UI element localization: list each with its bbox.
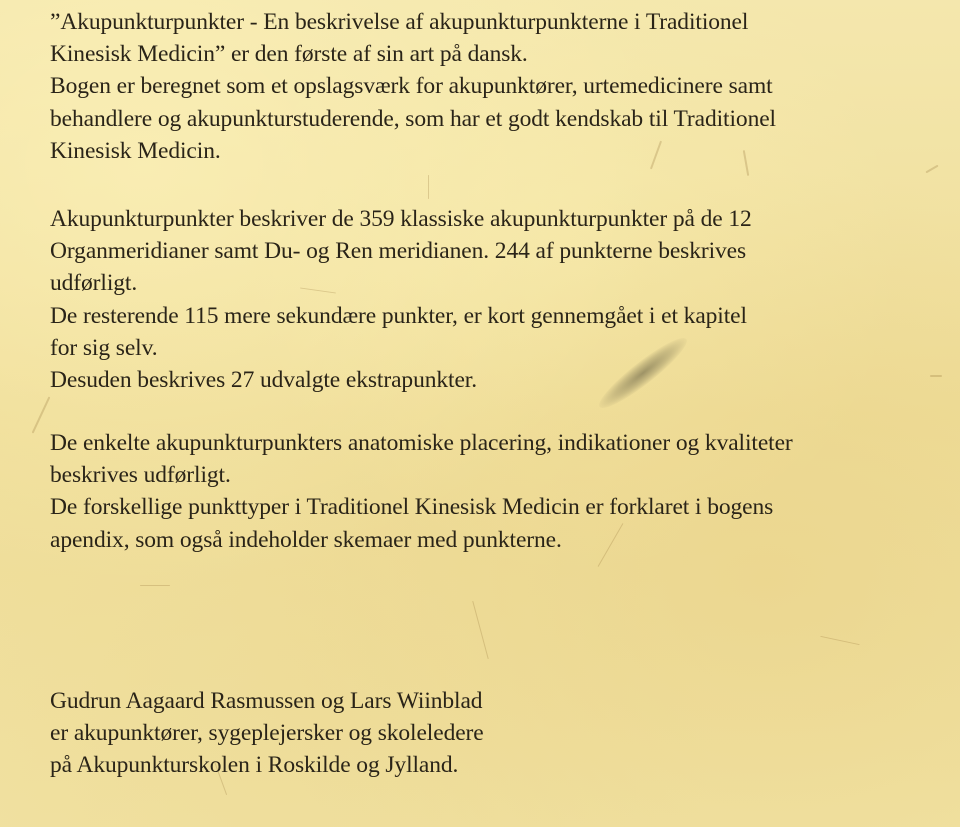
text-line: Desuden beskrives 27 udvalgte ekstrapunkter.	[50, 367, 477, 394]
paper-fiber	[820, 636, 859, 645]
text-line: Akupunkturpunkter beskriver de 359 klassiske akupunkturpunkter på de 12	[50, 206, 752, 232]
paper-fiber	[32, 396, 51, 433]
text-line: Organmeridianer samt Du- og Ren meridianen. 244 af punkterne beskrives	[50, 238, 747, 265]
text-line: på Akupunkturskolen i Roskilde og Jylland.	[50, 752, 459, 779]
text-line: beskrives udførligt.	[50, 462, 231, 489]
paragraph-contents	[50, 203, 752, 396]
text-line: De resterende 115 mere sekundære punkter, er kort gennemgået i et kapitel	[50, 302, 747, 329]
paper-fiber	[428, 175, 429, 199]
paper-fiber	[140, 585, 170, 586]
text-line: apendix, som også indeholder skemaer med punkterne.	[50, 526, 562, 553]
paper-fiber	[930, 375, 942, 377]
paper-fiber	[472, 601, 488, 659]
paragraph-authors	[50, 685, 484, 782]
paragraph-details	[50, 427, 793, 556]
paper-fiber	[925, 165, 938, 174]
text-line: er akupunktører, sygeplejersker og skoleledere	[50, 720, 484, 747]
text-line: Gudrun Aagaard Rasmussen og Lars Wiinblad	[50, 688, 483, 714]
text-line: udførligt.	[50, 270, 138, 297]
paragraph-intro	[50, 6, 776, 167]
text-line: De forskellige punkttyper i Traditionel Kinesisk Medicin er forklaret i bogens	[50, 494, 774, 521]
text-line: Bogen er beregnet som et opslagsværk for akupunktører, urtemedicinere samt	[50, 73, 773, 100]
text-line: ”Akupunkturpunkter - En beskrivelse af akupunkturpunkterne i Traditionel	[50, 9, 749, 35]
text-line: Kinesisk Medicin.	[50, 137, 221, 164]
text-line: De enkelte akupunkturpunkters anatomiske placering, indikationer og kvaliteter	[50, 430, 793, 456]
text-line: behandlere og akupunkturstuderende, som har et godt kendskab til Traditionel	[50, 105, 776, 132]
text-line: Kinesisk Medicin” er den første af sin art på dansk.	[50, 41, 528, 68]
text-line: for sig selv.	[50, 334, 158, 361]
